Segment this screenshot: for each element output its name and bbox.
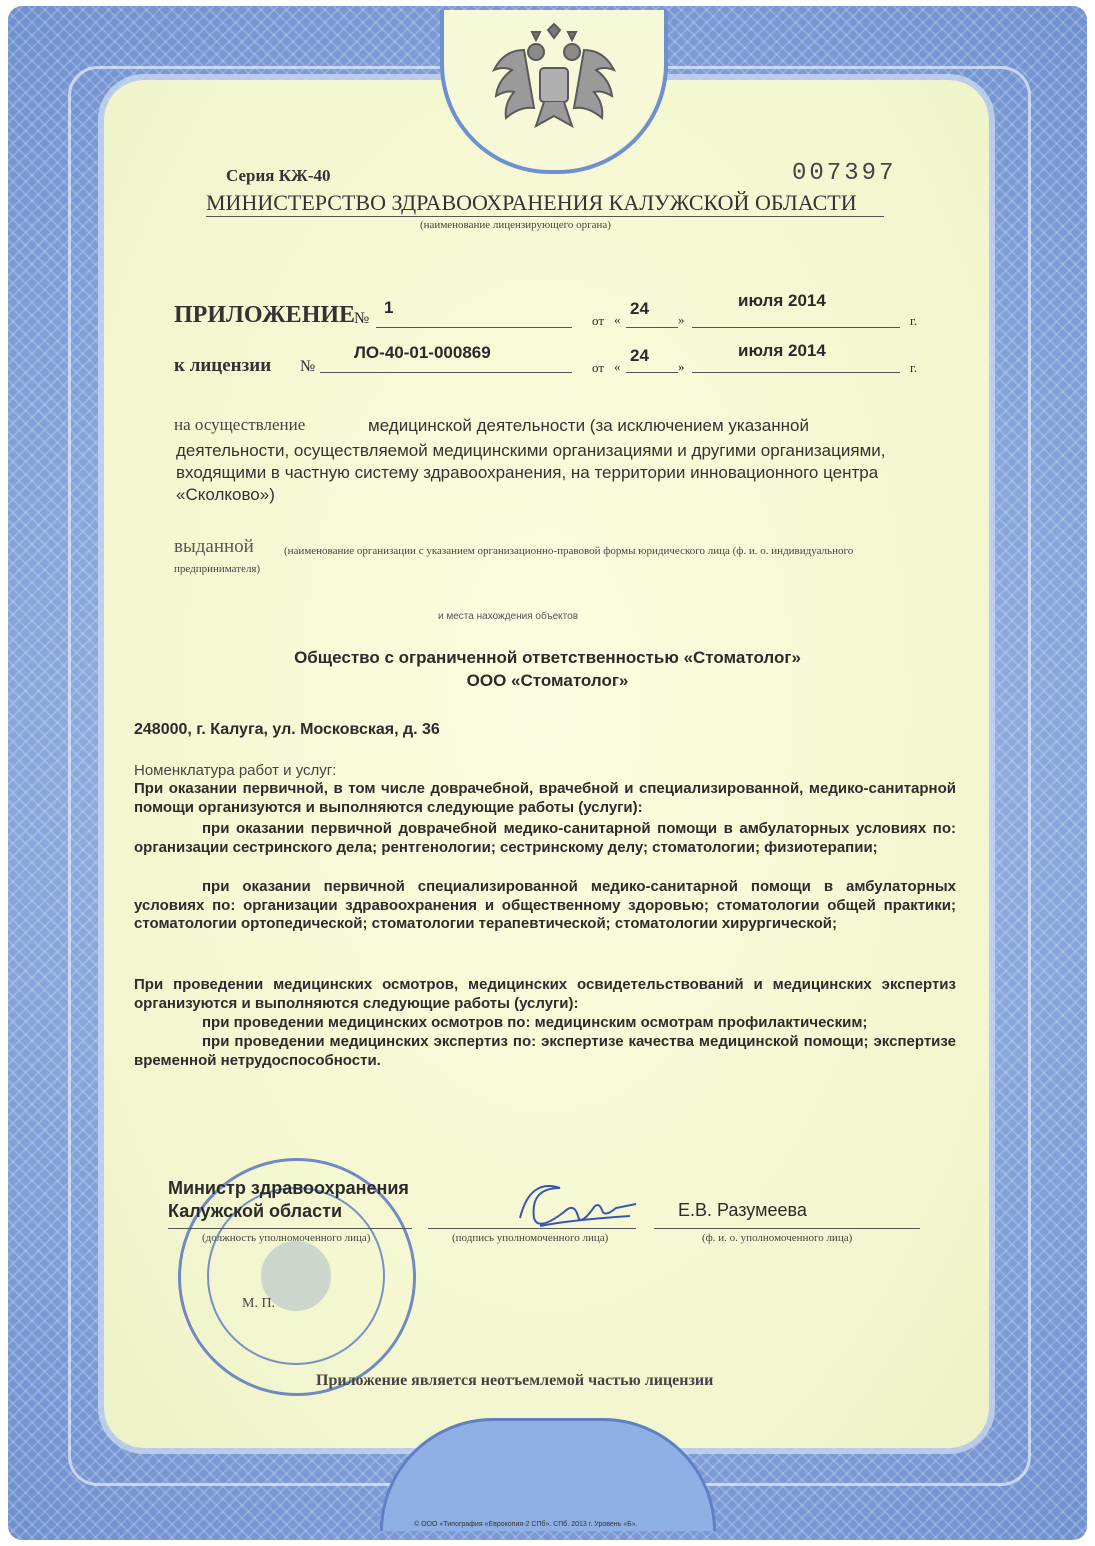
license-number-line: [320, 372, 572, 373]
license-quote-close: »: [678, 359, 685, 374]
services-paragraph-5: при проведении медицинских осмотров по: медицинским осмотрам профилактическим;: [202, 1014, 868, 1031]
activity-text-rest: деятельности, осуществляемой медицинскими организациями и другими организациями, входящими в частную систему здравоохранения, на территории инновационного центра «Сколково»): [176, 441, 886, 504]
signature-caption: (подпись уполномоченного лица): [452, 1232, 609, 1244]
authority-caption: (наименование лицензирующего органа): [420, 219, 611, 231]
printer-imprint: © ООО «Типография «Еврокопия-2 СПб». СПб. 2013 г. Уровень «Б».: [414, 1521, 638, 1528]
appendix-month-year: июля 2014: [738, 291, 826, 310]
services-paragraph-1: При оказании первичной, в том числе доврачебной, врачебной и специализированной, медико-санитарной помощи организуются и выполняются следующие работы (услуги):: [134, 780, 956, 816]
appendix-label: ПРИЛОЖЕНИЕ: [174, 302, 356, 328]
authority-underline: [206, 216, 884, 217]
appendix-number-line: [376, 327, 572, 328]
license-day: 24: [630, 346, 649, 365]
services-paragraph-2: при оказании первичной доврачебной медико-санитарной помощи в амбулаторных условиях по: организации сестринского дела; рентгенологии; сестринскому делу; стоматологии; физиотерапии;: [134, 820, 956, 856]
double-headed-eagle-emblem-icon: [444, 10, 664, 160]
series-label: Серия КЖ-40: [226, 166, 331, 185]
appendix-year-suffix: г.: [910, 313, 918, 328]
organization-address: 248000, г. Калуга, ул. Московская, д. 36: [134, 721, 440, 738]
organization-short-name: ООО «Стоматолог»: [466, 671, 629, 690]
appendix-number-sign: №: [354, 310, 370, 327]
activity-text-line1: медицинской деятельности (за исключением указанной: [368, 416, 809, 435]
services-heading: Номенклатура работ и услуг:: [134, 762, 337, 779]
position-caption: (должность уполномоченного лица): [202, 1232, 371, 1244]
form-number: 007397: [792, 160, 897, 187]
license-date-line: [692, 372, 900, 373]
organization-full-name: Общество с ограниченной ответственностью «Стоматолог»: [294, 648, 801, 667]
appendix-quote-close: »: [678, 312, 685, 327]
issued-label: выданной: [174, 536, 254, 557]
name-underline: [654, 1228, 920, 1229]
license-number: ЛО-40-01-000869: [354, 343, 491, 362]
license-from: от: [592, 360, 605, 375]
appendix-day-line: [626, 327, 678, 328]
appendix-quote-open: «: [614, 312, 621, 327]
appendix-integral-part-note: Приложение является неотъемлемой частью лицензии: [316, 1372, 714, 1389]
issued-caption: (наименование организации с указанием организационно-правовой формы юридического лица (ф. и. о. индивидуального предпринимателя): [174, 545, 854, 575]
license-label: к лицензии: [174, 355, 272, 376]
license-day-line: [626, 372, 678, 373]
signatory-name: Е.В. Разумеева: [678, 1200, 807, 1220]
license-year-suffix: г.: [910, 360, 918, 375]
emblem-cartouche: [440, 10, 668, 174]
license-number-sign: №: [300, 358, 316, 375]
license-month-year: июля 2014: [738, 341, 826, 360]
services-paragraph-3: при оказании первичной специализированной медико-санитарной помощи в амбулаторных условиях по: организации здравоохранения и общественному здоровью; стоматологии общей практики; стоматологии ортопедической; стоматологии терапевтической; стоматологии хирургической;: [134, 878, 956, 932]
seal-mark-label: М. П.: [242, 1296, 276, 1311]
license-quote-open: «: [614, 359, 621, 374]
signatory-position-line2: Калужской области: [168, 1201, 343, 1221]
services-paragraph-4: При проведении медицинских осмотров, медицинских освидетельствований и медицинских экспертиз организуются и выполняются следующие работы (услуги):: [134, 976, 956, 1012]
signatory-position-line1: Министр здравоохранения: [168, 1178, 409, 1198]
location-caption: и места нахождения объектов: [438, 611, 579, 622]
appendix-day: 24: [630, 299, 649, 318]
appendix-number: 1: [384, 298, 394, 317]
appendix-date-line: [692, 327, 900, 328]
activity-label: на осуществление: [174, 415, 306, 434]
signature-underline: [428, 1228, 636, 1229]
name-caption: (ф. и. о. уполномоченного лица): [702, 1232, 853, 1244]
appendix-from: от: [592, 313, 605, 328]
licensing-authority-name: МИНИСТЕРСТВО ЗДРАВООХРАНЕНИЯ КАЛУЖСКОЙ ОБЛАСТИ: [206, 190, 857, 215]
services-paragraph-6: при проведении медицинских экспертиз по: экспертизе качества медицинской помощи; экспертизе временной нетрудоспособности.: [134, 1033, 956, 1069]
position-underline: [168, 1228, 412, 1229]
